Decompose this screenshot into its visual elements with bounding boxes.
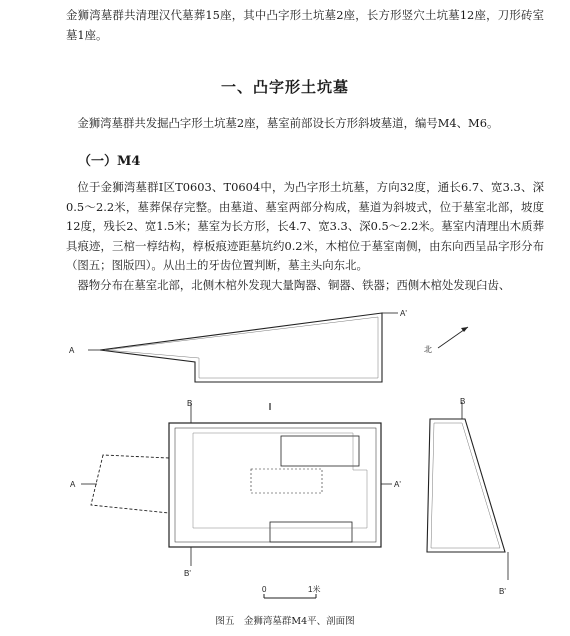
plan-view (81, 403, 392, 566)
section-label-a: A (69, 346, 75, 355)
section-intro-paragraph: 金狮湾墓群共发掘凸字形土坑墓2座，墓室前部设长方形斜坡墓道，编号M4、M6。 (77, 116, 499, 130)
scale-bar (264, 594, 316, 598)
section-title: 一、凸字形土坑墓 (220, 78, 349, 96)
plan-label-b-prime: B' (184, 569, 191, 578)
section-label-b-prime: B' (499, 587, 506, 596)
artifacts-paragraph: 器物分布在墓室北部，北侧木棺外发现大量陶器、铜器、铁器；西侧木棺处发现臼齿、 (77, 278, 511, 292)
scale-label-zero: 0 (262, 585, 267, 594)
figure-caption: 图五 金狮湾墓群M4平、剖面图 (215, 616, 355, 627)
m4-description-paragraph: 位于金狮湾墓群Ⅰ区T0603、T0604中，为凸字形土坑墓，方向32度，通长6.7、宽3.3、深0.5～2.2米，墓葬保存完整。由墓道、墓室两部分构成，墓道为斜坡式，位于墓室北部，坡度12度，残长2、宽1.5米；墓室为长方形，长4.7、宽3.3、深0.5～2.2米。墓室内清理出木质葬具痕迹，三棺一椁结构，椁板痕迹距墓坑约0.2米，木棺位于墓室南侧，由东向西呈品字形分布（图五；图版四）。从出土的牙齿位置判断，墓主头向东北。 (66, 180, 544, 272)
section-label-b: B (460, 397, 466, 406)
m4-plan-section-figure (0, 290, 570, 612)
north-arrow-icon (438, 327, 468, 348)
subsection-title: （一）M4 (78, 154, 141, 169)
section-a-profile (88, 313, 398, 382)
intro-paragraph: 金狮湾墓群共清理汉代墓葬15座，其中凸字形土坑墓2座，长方形竖穴土坑墓12座，刀形砖室墓1座。 (66, 8, 544, 42)
plan-label-a: A (70, 480, 76, 489)
plan-label-b: B (187, 399, 193, 408)
north-label: 北 (424, 345, 432, 354)
section-b-profile (427, 402, 508, 580)
plan-label-a-prime: A' (394, 480, 401, 489)
section-label-a-prime: A' (400, 309, 407, 318)
scale-label-one-meter: 1米 (308, 585, 321, 594)
